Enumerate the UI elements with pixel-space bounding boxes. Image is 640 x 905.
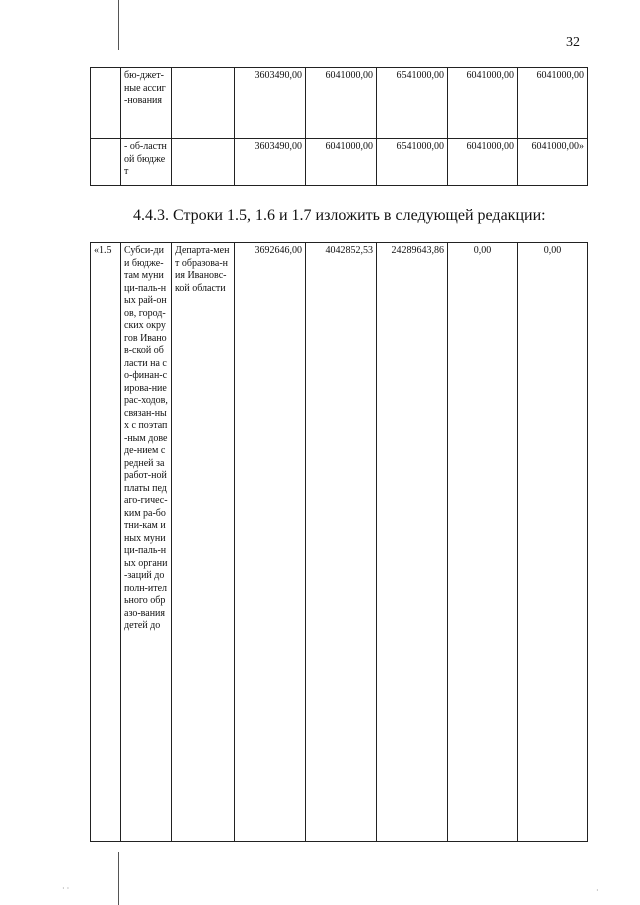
cell-number (91, 68, 121, 139)
table-row (91, 139, 588, 186)
scan-dots: · (596, 886, 599, 895)
section-heading: 4.4.3. Строки 1.5, 1.6 и 1.7 изложить в следующей редакции: (133, 207, 546, 224)
budget-table-row-1-5 (90, 242, 588, 842)
cell-value-4: 6041000,00 (448, 68, 518, 139)
cell-value-5: 0,00 (518, 243, 588, 842)
cell-number: «1.5 (91, 243, 121, 842)
table-row (91, 68, 588, 139)
cell-value-2: 6041000,00 (306, 139, 377, 186)
cell-name: - об-ластной бюджет (121, 139, 172, 186)
table-row (91, 243, 588, 842)
page-number: 32 (566, 35, 580, 50)
budget-table-continuation (90, 67, 588, 186)
cell-value-5: 6041000,00 (518, 68, 588, 139)
cell-value-1: 3692646,00 (235, 243, 306, 842)
scan-margin-line-top (118, 0, 119, 50)
cell-value-1: 3603490,00 (235, 139, 306, 186)
cell-value-2: 4042852,53 (306, 243, 377, 842)
cell-value-3: 24289643,86 (377, 243, 448, 842)
cell-number (91, 139, 121, 186)
cell-value-2: 6041000,00 (306, 68, 377, 139)
cell-value-1: 3603490,00 (235, 68, 306, 139)
cell-value-4: 0,00 (448, 243, 518, 842)
cell-value-3: 6541000,00 (377, 68, 448, 139)
cell-executor (172, 68, 235, 139)
scan-margin-line-bottom (118, 852, 119, 905)
cell-name: Субси-дии бюдже-там муници-паль-ных рай-онов, город-ских округов Иванов-ской области на со-финан-сирова-ние рас-ходов, связан-ных с поэтап-ным доведе-нием средней заработ-ной платы педаго-гичес-ким ра-ботни-кам иных муници-паль-ных органи-заций дополн-ительного образо-вания детей до (121, 243, 172, 842)
cell-name: бю-джет-ные ассиг-нования (121, 68, 172, 139)
cell-executor (172, 139, 235, 186)
cell-executor: Департа-мент образова-ния Ивановс-кой области (172, 243, 235, 842)
cell-value-5: 6041000,00» (518, 139, 588, 186)
cell-value-4: 6041000,00 (448, 139, 518, 186)
scan-dots: · · (62, 884, 70, 893)
cell-value-3: 6541000,00 (377, 139, 448, 186)
